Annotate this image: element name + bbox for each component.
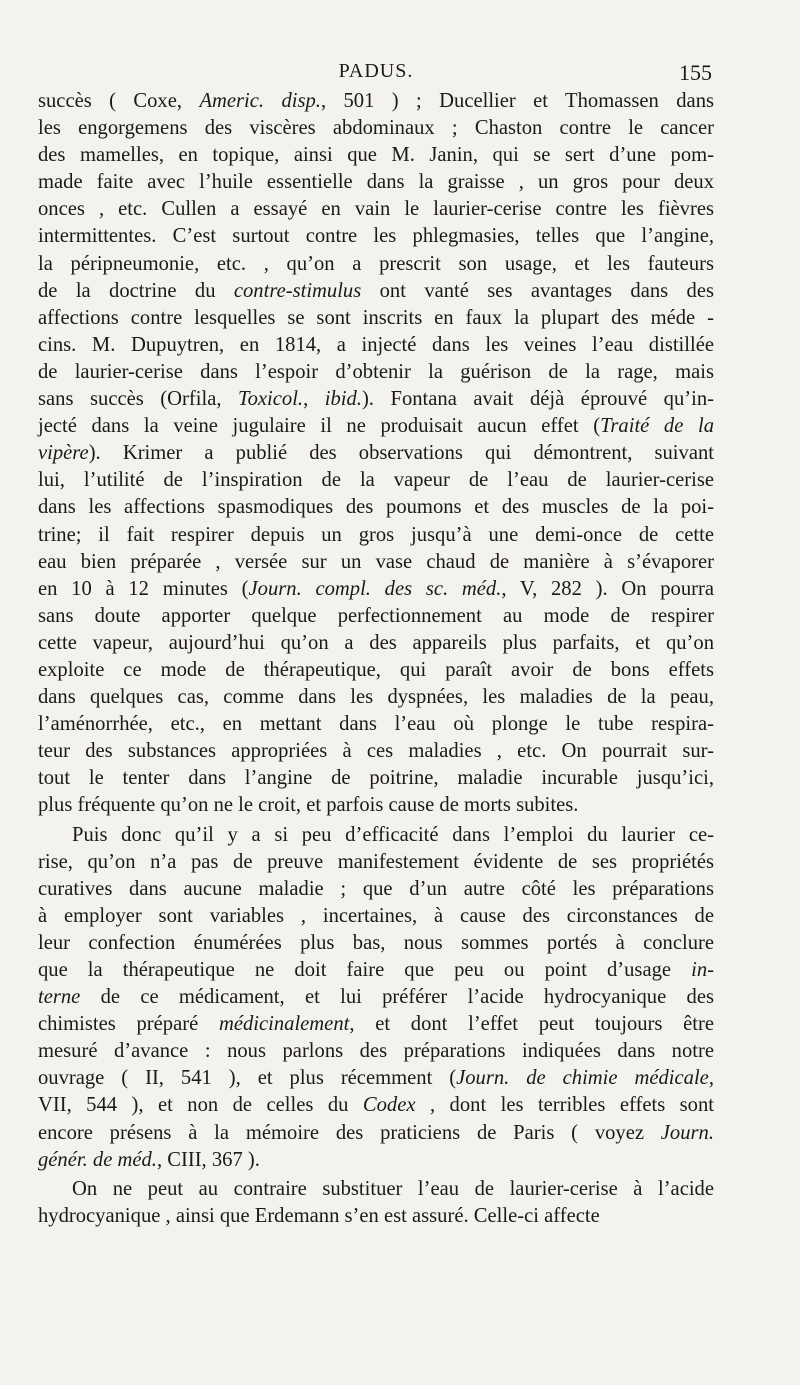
italic-text: Codex bbox=[362, 1094, 416, 1117]
page-number: 155 bbox=[679, 60, 712, 85]
text-line: plus fréquente qu’on ne le croit, et parfois cause de morts subites. bbox=[38, 794, 579, 817]
text-line: exploite ce mode de thérapeutique, qui paraît avoir de bons effets bbox=[38, 658, 714, 681]
paragraph bbox=[38, 1176, 714, 1230]
text-line: onces , etc. Cullen a essayé en vain le laurier-cerise contre les fièvres bbox=[38, 198, 714, 221]
text-line: dans les affections spasmodiques des poumons et des muscles de la poi- bbox=[38, 496, 714, 519]
text-line: teur des substances appropriées à ces maladies , etc. On pourrait sur- bbox=[38, 740, 714, 763]
italic-text: contre-stimulus bbox=[233, 279, 362, 302]
italic-text: Journ. bbox=[660, 1121, 714, 1144]
text-line: leur confection énumérées plus bas, nous sommes portés à conclure bbox=[38, 931, 714, 954]
text-line: made faite avec l’huile essentielle dans la graisse , un gros pour deux bbox=[38, 171, 714, 194]
body-text bbox=[38, 88, 714, 1230]
text-line: génér. de méd., CIII, 367 ). bbox=[38, 1148, 260, 1171]
text-line: ouvrage ( II, 541 ), et plus récemment (Journ. de chimie médicale, bbox=[38, 1067, 714, 1090]
italic-text: ibid. bbox=[324, 388, 362, 411]
text-line: en 10 à 12 minutes (Journ. compl. des sc. méd., V, 282 ). On pourra bbox=[38, 577, 715, 600]
paragraph bbox=[38, 822, 714, 1174]
text-line: la péripneumonie, etc. , qu’on a prescrit son usage, et les fauteurs bbox=[38, 252, 714, 275]
text-line: lui, l’utilité de l’inspiration de la vapeur de l’eau de laurier-cerise bbox=[38, 469, 714, 492]
italic-text: Toxicol. bbox=[238, 388, 304, 411]
italic-text: médicinalement bbox=[218, 1013, 350, 1036]
text-line: intermittentes. C’est surtout contre les phlegmasies, telles que l’angine, bbox=[38, 225, 714, 248]
text-line: terne de ce médicament, et lui préférer l’acide hydrocyanique des bbox=[38, 986, 714, 1009]
text-line: les engorgemens des viscères abdominaux ; Chaston contre le cancer bbox=[38, 117, 714, 140]
text-line: à employer sont variables , incertaines, à cause des circonstances de bbox=[38, 904, 714, 927]
text-line: sans doute apporter quelque perfectionnement au mode de respirer bbox=[38, 604, 714, 627]
text-line: trine; il fait respirer depuis un gros jusqu’à une demi-once de cette bbox=[38, 523, 714, 546]
italic-text: Journ. de chimie médicale bbox=[456, 1067, 709, 1090]
text-line: tout le tenter dans l’angine de poitrine, maladie incurable jusqu’ici, bbox=[38, 767, 714, 790]
text-line: sans succès (Orfila, Toxicol., ibid.). Fontana avait déjà éprouvé qu’in- bbox=[38, 388, 715, 411]
text-line: vipère). Krimer a publié des observations qui démontrent, suivant bbox=[38, 442, 714, 465]
text-line: dans quelques cas, comme dans les dyspnées, les maladies de la peau, bbox=[38, 686, 714, 709]
running-title: PADUS. bbox=[338, 60, 414, 82]
italic-text: in- bbox=[691, 959, 714, 981]
running-head bbox=[40, 60, 712, 90]
text-line: cette vapeur, aujourd’hui qu’on a des appareils plus parfaits, et qu’on bbox=[38, 631, 714, 654]
text-line: cins. M. Dupuytren, en 1814, a injecté dans les veines l’eau distillée bbox=[38, 333, 714, 356]
text-line: On ne peut au contraire substituer l’eau de laurier-cerise à l’acide bbox=[72, 1177, 714, 1200]
text-line: rise, qu’on n’a pas de preuve manifestement évidente de ses propriétés bbox=[38, 850, 714, 873]
text-line: chimistes préparé médicinalement, et dont l’effet peut toujours être bbox=[38, 1013, 714, 1036]
text-line: jecté dans la veine jugulaire il ne produisait aucun effet (Traité de la bbox=[38, 415, 715, 438]
text-line: hydrocyanique , ainsi que Erdemann s’en est assuré. Celle-ci affecte bbox=[38, 1204, 600, 1227]
text-line: des mamelles, en topique, ainsi que M. Janin, qui se sert d’une pom- bbox=[38, 144, 714, 167]
paragraph bbox=[38, 88, 714, 820]
text-line: que la thérapeutique ne doit faire que peu ou point d’usage in- bbox=[38, 959, 714, 981]
text-line: de la doctrine du contre-stimulus ont vanté ses avantages dans des bbox=[38, 279, 714, 302]
text-line: mesuré d’avance : nous parlons des préparations indiquées dans notre bbox=[38, 1040, 714, 1063]
italic-text: Journ. compl. des sc. méd. bbox=[248, 577, 502, 600]
text-line: encore présens à la mémoire des praticiens de Paris ( voyez Journ. bbox=[38, 1121, 714, 1144]
italic-text: Traité de la bbox=[600, 415, 715, 438]
italic-text: Americ. disp. bbox=[199, 90, 321, 112]
text-line: Puis donc qu’il y a si peu d’efficacité dans l’emploi du laurier ce- bbox=[72, 823, 714, 846]
text-line: de laurier-cerise dans l’espoir d’obtenir la guérison de la rage, mais bbox=[38, 360, 714, 383]
text-line: affections contre lesquelles se sont inscrits en faux la plupart des méde - bbox=[38, 306, 714, 329]
text-line: curatives dans aucune maladie ; que d’un autre côté les préparations bbox=[38, 877, 714, 900]
italic-text: génér. de méd. bbox=[38, 1148, 157, 1171]
text-line: eau bien préparée , versée sur un vase chaud de manière à s’évaporer bbox=[38, 550, 714, 573]
text-line: succès ( Coxe, Americ. disp., 501 ) ; Ducellier et Thomassen dans bbox=[38, 90, 715, 112]
text-line: l’aménorrhée, etc., en mettant dans l’eau où plonge le tube respira- bbox=[38, 713, 714, 736]
italic-text: vipère bbox=[38, 442, 89, 465]
italic-text: terne bbox=[38, 986, 81, 1009]
text-line: VII, 544 ), et non de celles du Codex , dont les terribles effets sont bbox=[38, 1094, 715, 1117]
